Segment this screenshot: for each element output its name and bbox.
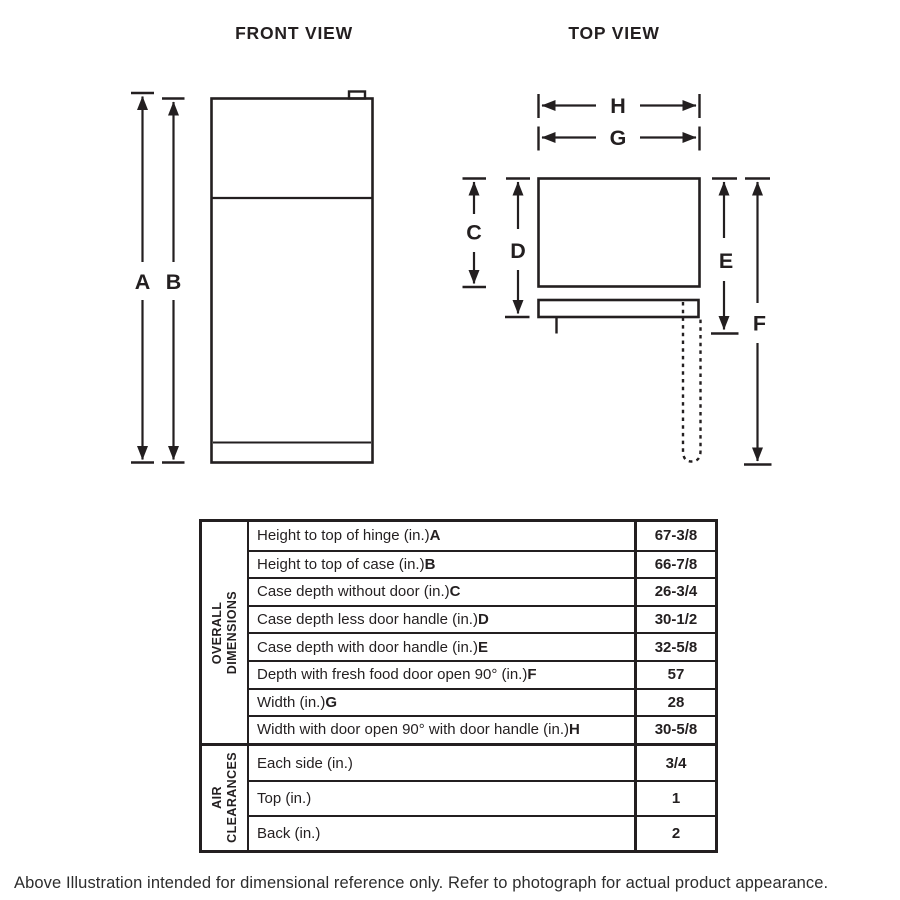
dim-letter-B: B [165,270,182,294]
hinge-cap [349,92,365,99]
section-header-line: OVERALL [209,601,224,664]
dimension-H [539,94,700,118]
front-view [131,23,373,463]
section-header-line: AIR [209,786,224,810]
door-open-dashed [683,302,701,462]
top-view [463,23,772,465]
dimension-F [744,179,772,465]
dim-letter-D: D [510,239,526,263]
table-row-label: Height to top of case (in.) B [249,550,634,578]
table-row-label: Case depth with door handle (in.) E [249,632,634,660]
disclaimer-note: Above Illustration intended for dimensional reference only. Refer to photograph for actual product appearance. [14,874,829,892]
air-clearances-header [202,746,249,850]
table-row-value: 32-5/8 [634,632,715,660]
dimension-A [131,93,154,463]
section-header-line: CLEARANCES [224,752,239,844]
case-outline [539,179,700,287]
table-row-label: Each side (in.) [257,754,353,772]
fridge-front-outline [212,92,373,463]
overall-dimensions-section [202,522,715,743]
table-row-value: 26-3/4 [634,577,715,605]
dimension-C [463,179,487,288]
dim-letter-H: H [610,94,626,118]
overall-dimensions-header [202,522,249,743]
table-row-label: Case depth less door handle (in.) D [249,605,634,633]
dim-letter-F: F [752,311,767,336]
dim-letter-C: C [466,220,482,245]
table-row-value: 28 [634,688,715,716]
table-row-value: 1 [634,780,715,815]
table-row-value: 30-1/2 [634,605,715,633]
fridge-top-outline [539,179,701,462]
top-view-title: TOP VIEW [568,23,660,43]
dim-letter-A: A [134,270,151,294]
section-header-line: DIMENSIONS [224,590,239,674]
table-row-value: 30-5/8 [634,715,715,743]
dimension-D [505,179,530,318]
dim-letter-E: E [718,249,734,273]
dimension-B [162,99,185,463]
table-row-label: Width (in.) G [249,688,634,716]
front-view-title: FRONT VIEW [235,23,353,43]
air-clearances-section [202,743,715,850]
dimension-E [711,179,739,334]
table-row-label: Top (in.) [249,780,634,815]
table-row-label: Case depth without door (in.) C [249,577,634,605]
table-row-value: 67-3/8 [634,522,715,550]
specs-table [199,519,718,853]
table-row-label: Height to top of hinge (in.) A [257,527,441,545]
table-row-label: Width with door open 90° with door handle (in.) H [249,715,634,743]
door-outline [539,300,699,317]
table-row-value: 3/4 [634,746,715,781]
dimension-G [539,126,700,151]
table-row-value: 57 [634,660,715,688]
table-row-label: Depth with fresh food door open 90° (in.) F [249,660,634,688]
table-row-value: 66-7/8 [634,550,715,578]
table-row-value: 2 [634,815,715,850]
table-row-label: Back (in.) [249,815,634,850]
dim-letter-G: G [609,126,627,150]
